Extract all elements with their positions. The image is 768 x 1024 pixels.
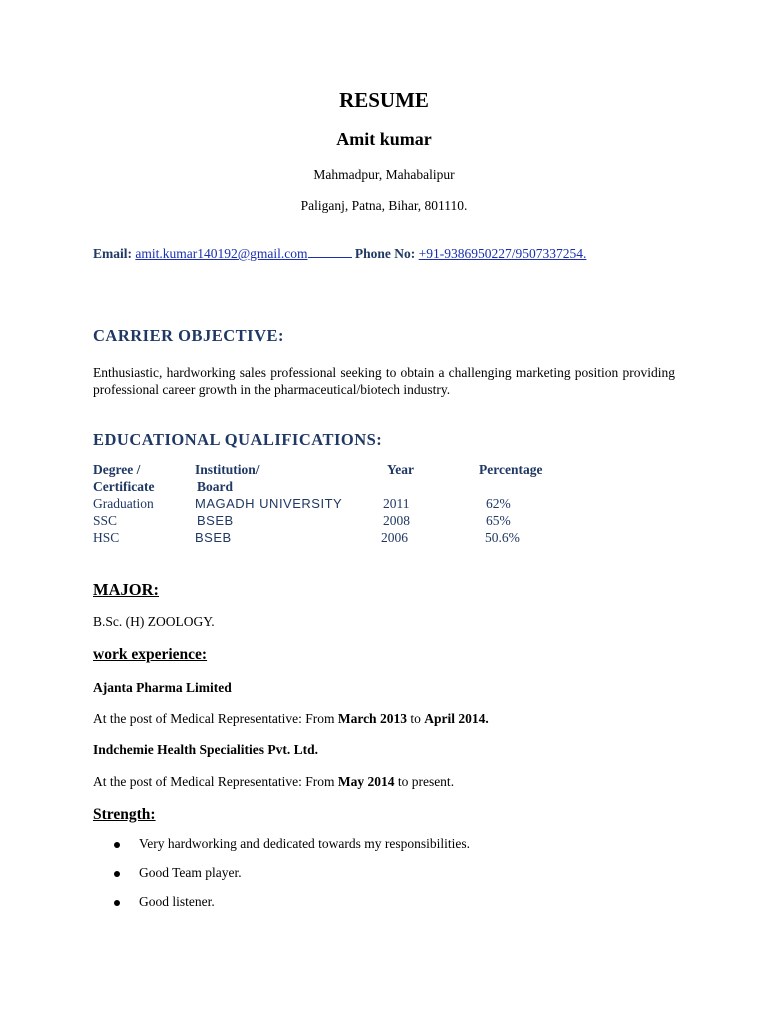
percentage-cell: 65% [486, 513, 511, 528]
candidate-name: Amit kumar [336, 129, 432, 149]
column-header-degree: Degree / [93, 462, 141, 477]
strength-heading: Strength: [93, 806, 156, 823]
company-name: Ajanta Pharma Limited [93, 680, 232, 695]
institution-cell: MAGADH UNIVERSITY [195, 496, 343, 511]
percentage-cell: 50.6% [485, 530, 520, 545]
column-header-institution: Institution/ [195, 462, 260, 477]
percentage-cell: 62% [486, 496, 511, 511]
company-name: Indchemie Health Specialities Pvt. Ltd. [93, 742, 318, 757]
major-value: B.Sc. (H) ZOOLOGY. [93, 614, 215, 629]
objective-text: Enthusiastic, hardworking sales professional seeking to obtain a challenging marketing position providing professional career growth in the pharmaceutical/biotech industry. [93, 365, 675, 397]
column-header-percentage: Percentage [479, 462, 543, 477]
bullet-icon [114, 842, 120, 848]
contact-line [93, 245, 586, 262]
year-cell: 2008 [383, 513, 410, 528]
post-description: At the post of Medical Representative: From [93, 774, 335, 789]
degree-cell: HSC [93, 530, 120, 545]
job-post-line [93, 711, 489, 727]
education-heading: EDUCATIONAL QUALIFICATIONS: [93, 430, 383, 449]
degree-cell: Graduation [93, 496, 154, 511]
column-header-board: Board [197, 479, 234, 494]
degree-cell: SSC [93, 513, 118, 528]
objective-heading: CARRIER OBJECTIVE: [93, 326, 284, 345]
phone-label: Phone No: [354, 246, 416, 261]
start-date: May 2014 [337, 774, 395, 789]
year-cell: 2006 [381, 530, 408, 545]
list-item-text: Very hardworking and dedicated towards my responsibilities. [139, 836, 471, 851]
email-label: Email: [93, 246, 132, 261]
phone-value[interactable]: +91-9386950227/9507337254. [418, 246, 587, 261]
major-heading: MAJOR: [93, 580, 159, 599]
bullet-icon [114, 900, 120, 906]
post-description: At the post of Medical Representative: From [93, 711, 335, 726]
date-connector: to present. [397, 774, 455, 789]
work-experience-heading: work experience: [93, 646, 208, 663]
job-post-line [93, 774, 454, 790]
institution-cell: BSEB [197, 513, 234, 528]
column-header-certificate: Certificate [93, 479, 155, 494]
contact-spacer [308, 245, 352, 258]
list-item-text: Good Team player. [139, 865, 242, 880]
bullet-icon [114, 871, 120, 877]
end-date: April 2014. [424, 711, 489, 726]
column-header-year: Year [387, 462, 414, 477]
address-line-1: Mahmadpur, Mahabalipur [313, 167, 455, 182]
email-link[interactable]: amit.kumar140192@gmail.com [135, 246, 308, 261]
document-title: RESUME [339, 88, 429, 112]
list-item-text: Good listener. [139, 894, 215, 909]
start-date: March 2013 [337, 711, 407, 726]
address-line-2: Paliganj, Patna, Bihar, 801110. [300, 198, 468, 213]
institution-cell: BSEB [195, 530, 232, 545]
year-cell: 2011 [383, 496, 410, 511]
date-connector: to [410, 711, 421, 726]
